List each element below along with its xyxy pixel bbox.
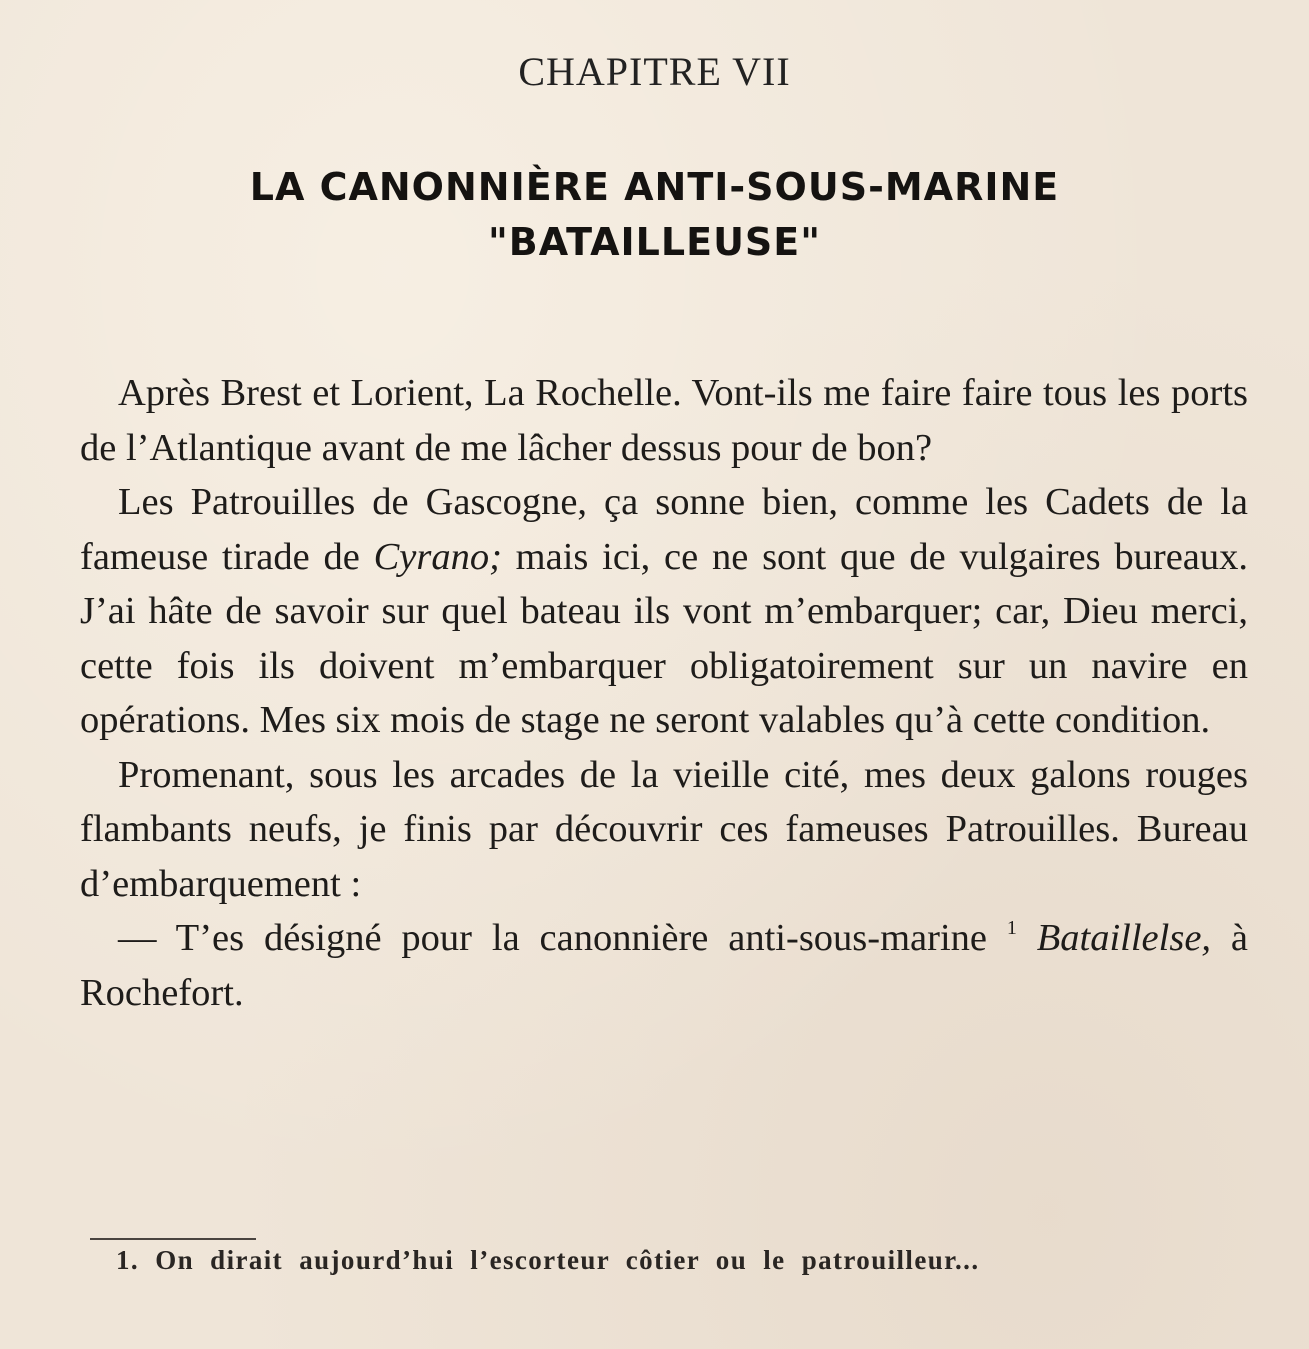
chapter-heading: CHAPITRE VII — [518, 49, 791, 94]
footnote-reference: 1 — [1006, 917, 1017, 939]
body-text — [80, 366, 1248, 1020]
paragraph-2-italic-cyrano: Cyrano; — [373, 535, 502, 578]
chapter-title-line-1: LA CANONNIÈRE ANTI-SOUS-MARINE — [249, 165, 1060, 209]
paragraph-1: Après Brest et Lorient, La Rochelle. Vont-ils me faire faire tous les ports de l’Atlantique avant de me lâcher dessus pour de bon? — [80, 372, 1248, 469]
paragraph-4 — [80, 911, 1248, 1020]
paragraph-2-text-end: mais ici, ce ne sont que de vulgaires bureaux. J’ai hâte de savoir sur quel bateau ils vont m’embarquer; car, Dieu merci, cette fois ils doivent m’embarquer obligatoirement sur un navire en opérations. Mes six mois de stage ne seront valables qu’à cette condition. — [80, 535, 1249, 741]
footnote: 1. On dirait aujourd’hui l’escorteur côtier ou le patrouilleur... — [116, 1245, 980, 1275]
paragraph-2 — [80, 475, 1248, 748]
paragraph-3: Promenant, sous les arcades de la vieille cité, mes deux galons rouges flambants neufs, je finis par découvrir ces fameuses Patrouilles. Bureau d’embarquement : — [80, 753, 1248, 905]
paragraph-4-text-end: à Rochefort. — [80, 917, 1249, 1014]
paragraph-4-text-start: — T’es désigné pour la canonnière anti-sous-marine — [118, 917, 987, 959]
paragraph-2-text-start: Les Patrouilles de Gascogne, ça sonne bien, comme les Cadets de la fameuse tirade de — [80, 481, 1248, 578]
footnote-divider — [90, 1238, 256, 1240]
chapter-title-line-2: "BATAILLEUSE" — [487, 220, 822, 264]
paragraph-4-italic-ship-name: Bataillelse, — [1036, 917, 1212, 959]
